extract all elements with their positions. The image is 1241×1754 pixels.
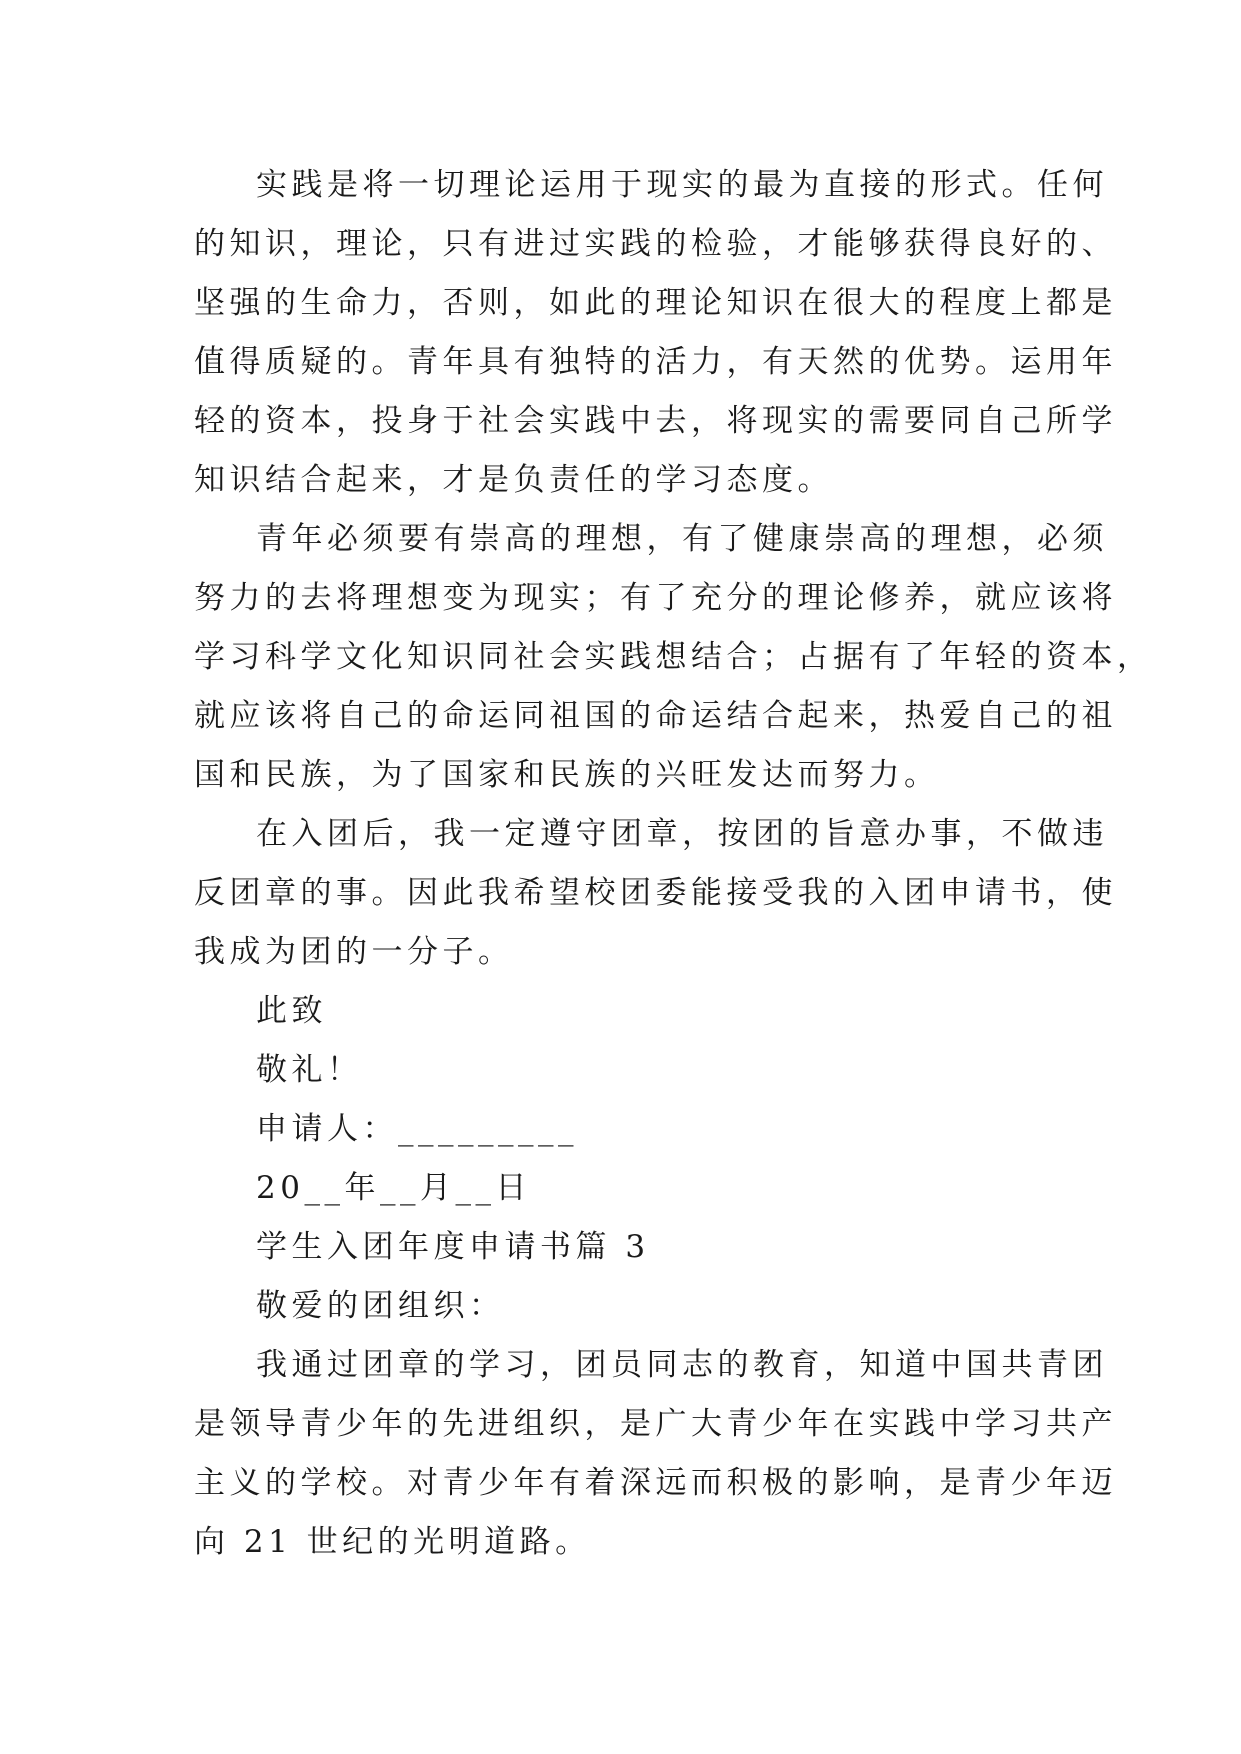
paragraph-3-line-3: 我成为团的一分子。 (194, 934, 514, 970)
paragraph-3-line-1: 在入团后，我一定遵守团章，按团的旨意办事，不做违 (256, 816, 1108, 852)
paragraph-2-line-4: 就应该将自己的命运同祖国的命运结合起来，热爱自己的祖 (194, 698, 1117, 734)
applicant-line: 申请人：_________ (256, 1111, 578, 1147)
paragraph-4-line-3: 主义的学校。对青少年有着深远而积极的影响，是青少年迈 (194, 1465, 1117, 1501)
paragraph-4-line-2: 是领导青少年的先进组织，是广大青少年在实践中学习共产 (194, 1406, 1117, 1442)
paragraph-1-line-1: 实践是将一切理论运用于现实的最为直接的形式。任何 (256, 167, 1108, 203)
paragraph-1-line-5: 轻的资本，投身于社会实践中去，将现实的需要同自己所学 (194, 403, 1117, 439)
regards-line: 敬礼！ (256, 1052, 363, 1088)
paragraph-1-line-2: 的知识，理论，只有进过实践的检验，才能够获得良好的、 (194, 226, 1117, 262)
paragraph-3-line-2: 反团章的事。因此我希望校团委能接受我的入团申请书，使 (194, 875, 1117, 911)
paragraph-4-line-1: 我通过团章的学习，团员同志的教育，知道中国共青团 (256, 1347, 1108, 1383)
document-page (194, 156, 1153, 1656)
section-title: 学生入团年度申请书篇 3 (256, 1229, 650, 1265)
date-line: 20__年__月__日 (256, 1170, 531, 1206)
salutation-line: 此致 (256, 993, 327, 1029)
paragraph-2-line-2: 努力的去将理想变为现实；有了充分的理论修养，就应该将 (194, 580, 1117, 616)
greeting-line: 敬爱的团组织： (256, 1288, 505, 1324)
paragraph-2-line-1: 青年必须要有崇高的理想，有了健康崇高的理想，必须 (256, 521, 1108, 557)
paragraph-1-line-3: 坚强的生命力，否则，如此的理论知识在很大的程度上都是 (194, 285, 1117, 321)
paragraph-4-line-4: 向 21 世纪的光明道路。 (194, 1524, 591, 1560)
paragraph-1-line-4: 值得质疑的。青年具有独特的活力，有天然的优势。运用年 (194, 344, 1117, 380)
paragraph-2-line-3: 学习科学文化知识同社会实践想结合；占据有了年轻的资本， (194, 639, 1153, 675)
paragraph-1-line-6: 知识结合起来，才是负责任的学习态度。 (194, 462, 833, 498)
paragraph-2-line-5: 国和民族，为了国家和民族的兴旺发达而努力。 (194, 757, 940, 793)
